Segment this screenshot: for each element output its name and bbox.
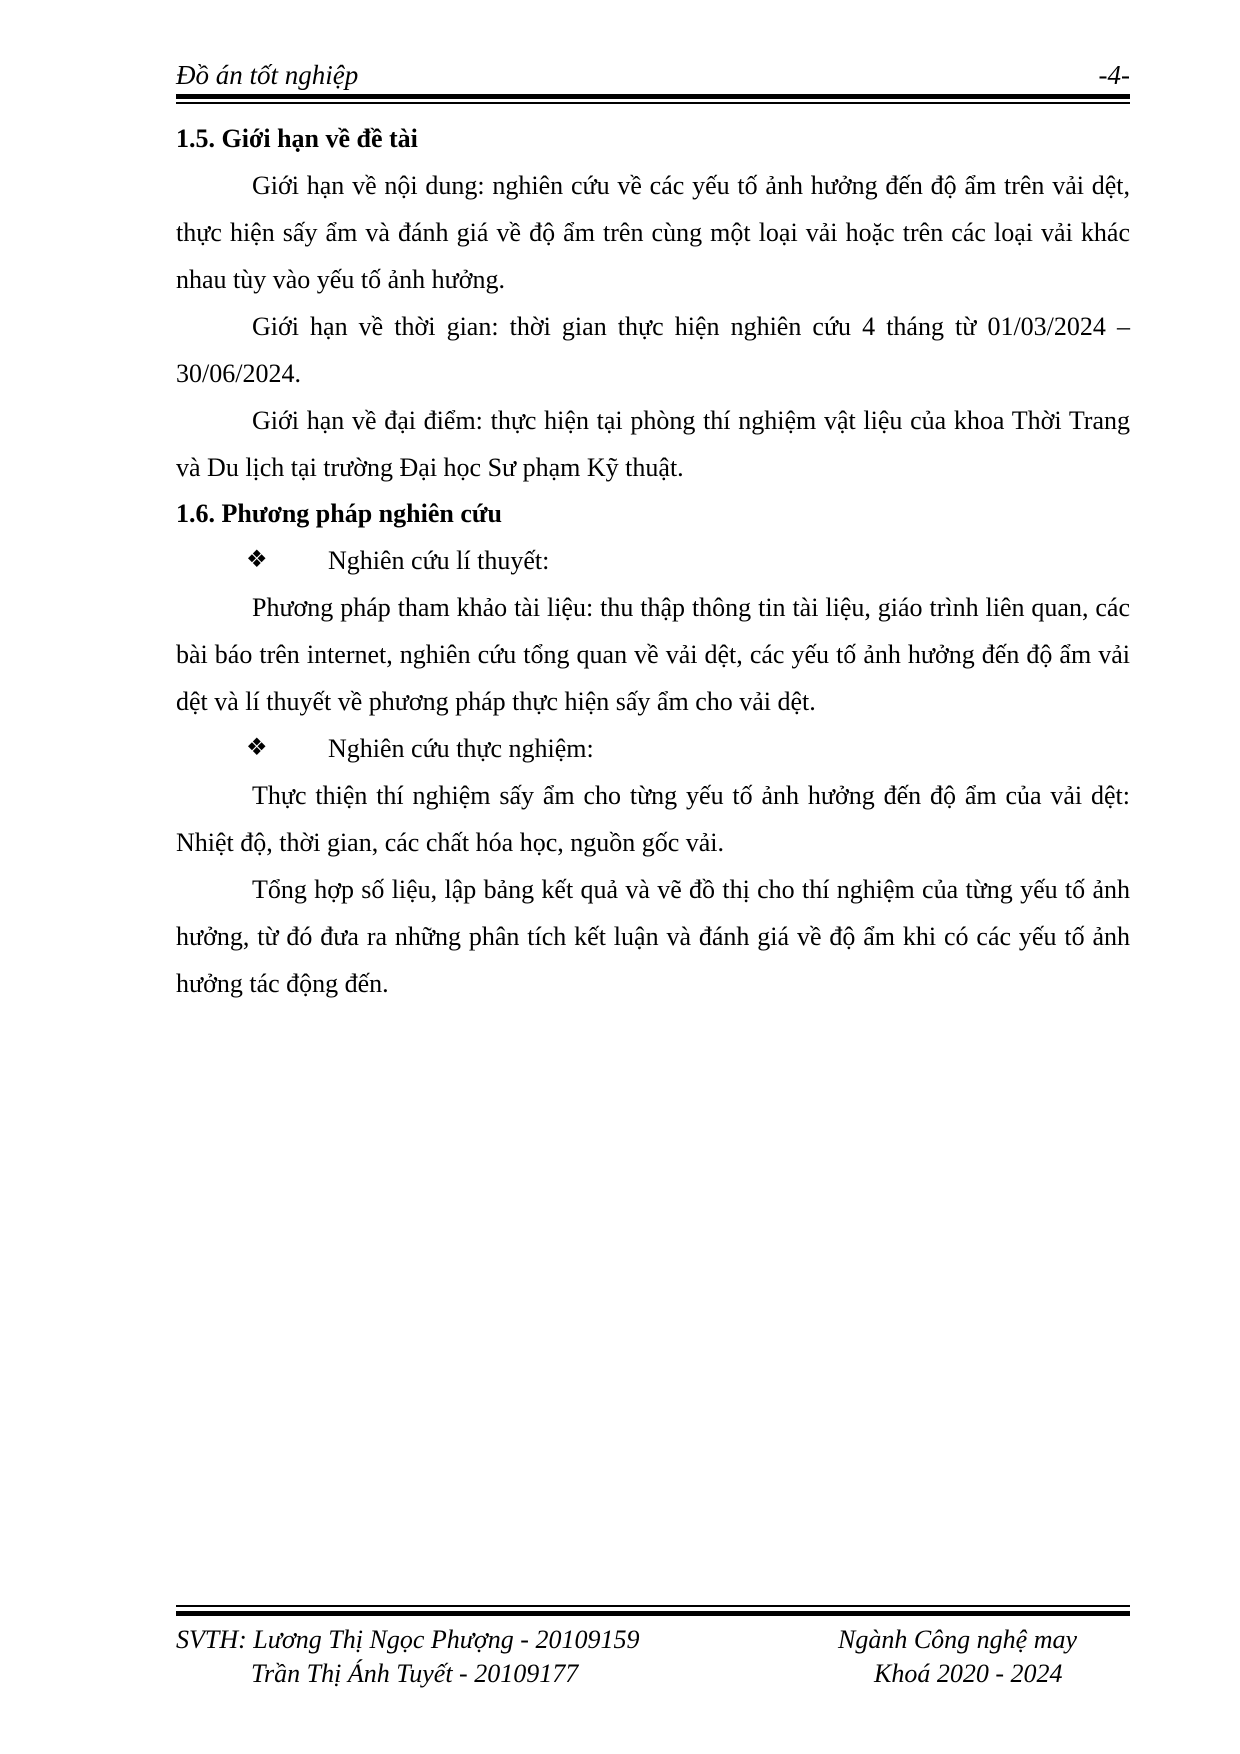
- bullet-theory: [176, 537, 1130, 584]
- section-heading-1-6: 1.6. Phương pháp nghiên cứu: [176, 499, 502, 528]
- paragraph-experiment-method: Thực thiện thí nghiệm sấy ẩm cho từng yếu tố ảnh hưởng đến độ ẩm của vải dệt: Nhiệt độ, thời gian, các chất hóa học, nguồn gốc vải.: [176, 781, 1130, 857]
- paragraph-location-limit: Giới hạn về đại điểm: thực hiện tại phòng thí nghiệm vật liệu của khoa Thời Trang và Du lịch tại trường Đại học Sư phạm Kỹ thuật.: [176, 406, 1130, 482]
- diamond-bullet-icon: ❖: [246, 735, 268, 761]
- footer-rule-thin: [176, 1605, 1130, 1607]
- paragraph-content-limit: Giới hạn về nội dung: nghiên cứu về các yếu tố ảnh hưởng đến độ ẩm trên vải dệt, thực hiện sấy ẩm và đánh giá về độ ẩm trên cùng một loại vải hoặc trên các loại vải khác nhau tùy vào yếu tố ảnh hưởng.: [176, 171, 1130, 294]
- bullet-theory-label: Nghiên cứu lí thuyết:: [328, 546, 550, 575]
- paragraph-theory-method: Phương pháp tham khảo tài liệu: thu thập thông tin tài liệu, giáo trình liên quan, các bài báo trên internet, nghiên cứu tổng quan về vải dệt, các yếu tố ảnh hưởng đến độ ẩm vải dệt và lí thuyết về phương pháp thực hiện sấy ẩm cho vải dệt.: [176, 593, 1130, 716]
- bullet-experiment: [176, 725, 1130, 772]
- paragraph-time-limit: Giới hạn về thời gian: thời gian thực hiện nghiên cứu 4 tháng từ 01/03/2024 – 30/06/2024.: [176, 312, 1130, 388]
- footer-major: Ngành Công nghệ may: [838, 1625, 1078, 1654]
- page-footer: [176, 1623, 1130, 1691]
- section-heading-1-5: 1.5. Giới hạn về đề tài: [176, 124, 418, 153]
- paragraph-data-synthesis: Tổng hợp số liệu, lập bảng kết quả và vẽ đồ thị cho thí nghiệm của từng yếu tố ảnh hưởng, từ đó đưa ra những phân tích kết luận và đánh giá về độ ẩm khi có các yếu tố ảnh hưởng tác động đến.: [176, 875, 1130, 998]
- footer-course: Khoá 2020 - 2024: [874, 1659, 1063, 1688]
- footer-rule-thick: [176, 1611, 1130, 1616]
- diamond-bullet-icon: ❖: [246, 547, 268, 573]
- footer-student-1: SVTH: Lương Thị Ngọc Phượng - 20109159: [176, 1625, 640, 1654]
- page-number: -4-: [1098, 60, 1130, 90]
- header-title: Đồ án tốt nghiệp: [176, 60, 359, 90]
- bullet-experiment-label: Nghiên cứu thực nghiệm:: [328, 734, 594, 763]
- header-rule-thin: [176, 102, 1130, 104]
- header-rule-thick: [176, 94, 1130, 99]
- page-header: [176, 58, 1130, 92]
- page-content: [176, 116, 1130, 1007]
- footer-student-2: Trần Thị Ánh Tuyết - 20109177: [251, 1659, 579, 1688]
